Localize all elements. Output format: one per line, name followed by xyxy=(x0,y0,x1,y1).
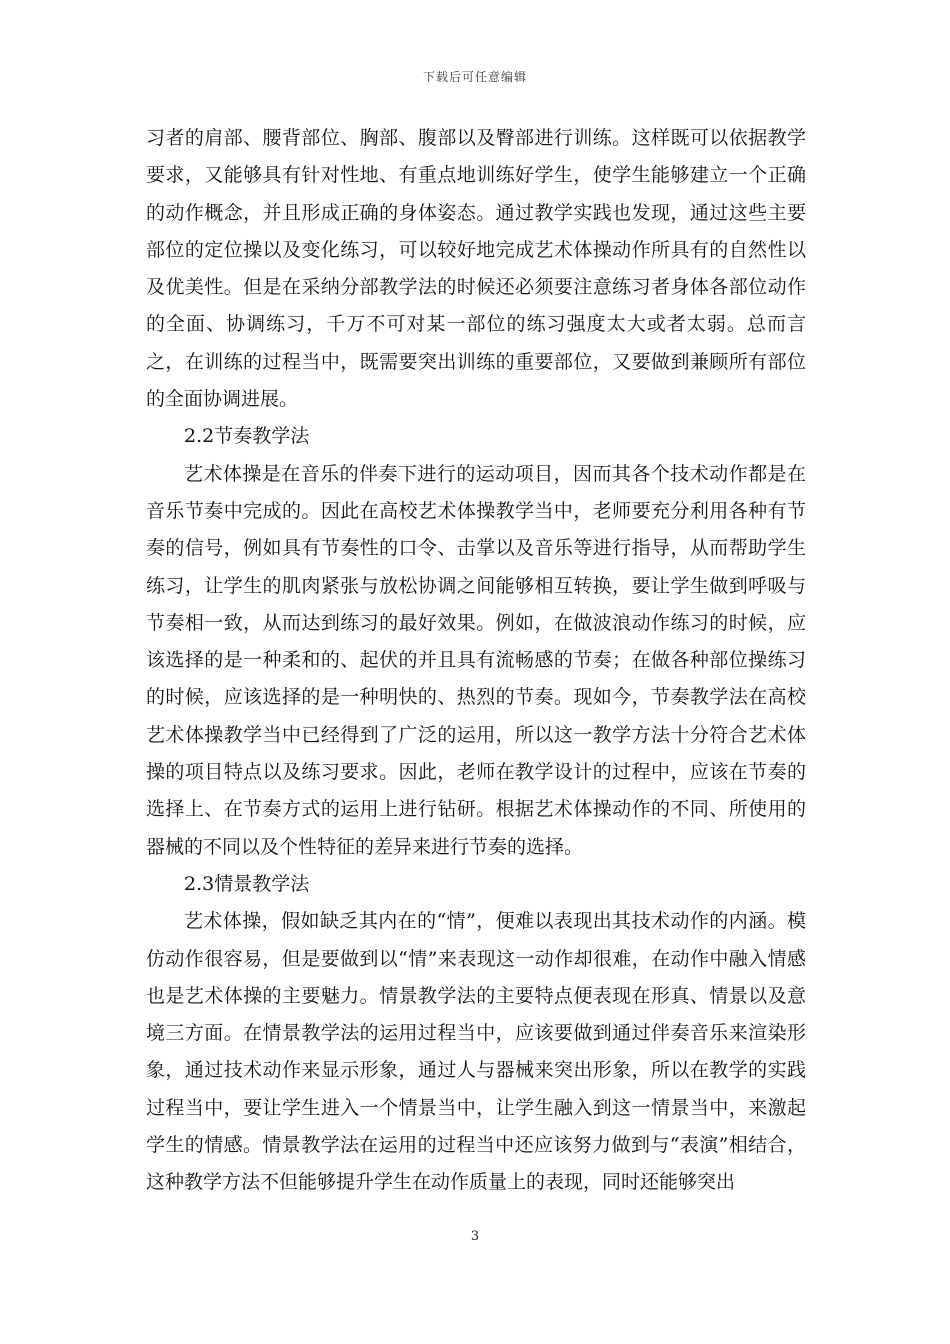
page-header: 下载后可任意编辑 xyxy=(422,70,527,84)
paragraph-continued: 习者的肩部、腰背部位、胸部、腹部以及臀部进行训练。这样既可以依据教学要求，又能够具有针对性地、有重点地训练好学生，使学生能够建立一个正确的动作概念，并且形成正确的身体姿态。通过教学实践也发现，通过这些主要部位的定位操以及变化练习，可以较好地完成艺术体操动作所具有的自然性以及优美性。但是在采纳分部教学法的时候还必须要注意练习者身体各部位动作的全面、协调练习，千万不可对某一部位的练习强度太大或者太弱。总而言之，在训练的过程当中，既需要突出训练的重要部位，又要做到兼顾所有部位的全面协调进展。 xyxy=(146,127,806,411)
paragraph-rhythm-method: 艺术体操是在音乐的伴奏下进行的运动项目，因而其各个技术动作都是在音乐节奏中完成的。因此在高校艺术体操教学当中，老师要充分利用各种有节奏的信号，例如具有节奏性的口令、击掌以及音乐等进行指导，从而帮助学生练习，让学生的肌肉紧张与放松协调之间能够相互转换，要让学生做到呼吸与节奏相一致，从而达到练习的最好效果。例如，在做波浪动作练习的时候，应该选择的是一种柔和的、起伏的并且具有流畅感的节奏；在做各种部位操练习的时候，应该选择的是一种明快的、热烈的节奏。现如今，节奏教学法在高校艺术体操教学当中已经得到了广泛的运用，所以这一教学方法十分符合艺术体操的项目特点以及练习要求。因此，老师在教学设计的过程中，应该在节奏的选择上、在节奏方式的运用上进行钻研。根据艺术体操动作的不同、所使用的器械的不同以及个性特征的差异来进行节奏的选择。 xyxy=(146,462,806,858)
document-body xyxy=(146,120,806,1202)
paragraph-scenario-method: 艺术体操，假如缺乏其内在的“情”，便难以表现出其技术动作的内涵。模仿动作很容易，但是要做到以“情”来表现这一动作却很难，在动作中融入情感也是艺术体操的主要魅力。情景教学法的主要特点便表现在形真、情景以及意境三方面。在情景教学法的运用过程当中，应该要做到通过伴奏音乐来渲染形象，通过技术动作来显示形象，通过人与器械来突出形象，所以在教学的实践过程当中，要让学生进入一个情景当中，让学生融入到这一情景当中，来激起学生的情感。情景教学法在运用的过程当中还应该努力做到与“表演”相结合，这种教学方法不但能够提升学生在动作质量上的表现，同时还能够突出 xyxy=(146,910,806,1194)
section-heading-2-2: 2.2节奏教学法 xyxy=(184,425,310,448)
section-heading-2-3: 2.3情景教学法 xyxy=(184,872,310,895)
page-number: 3 xyxy=(470,1229,480,1244)
